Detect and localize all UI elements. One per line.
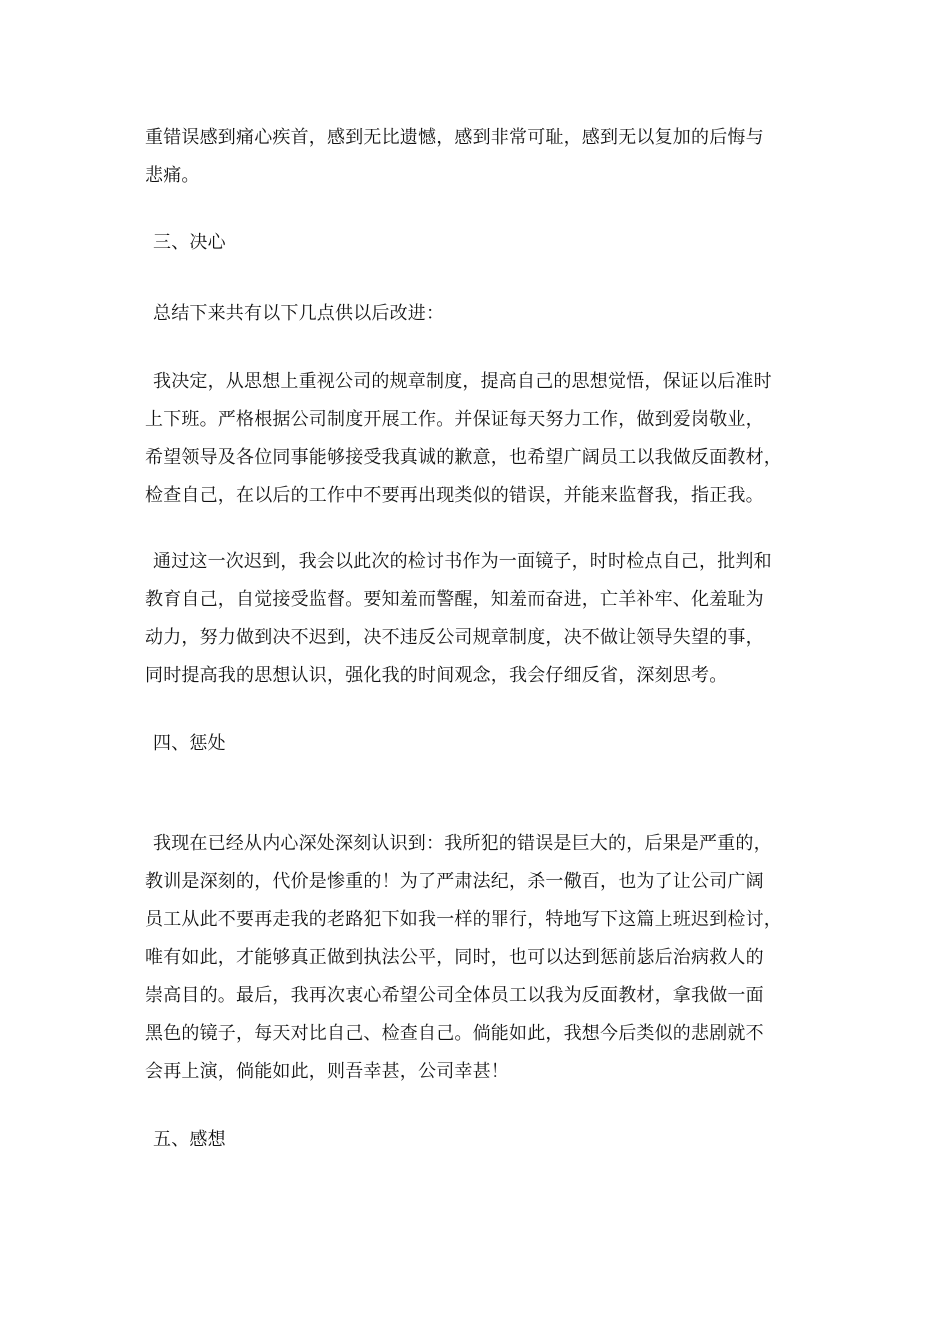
paragraph-5-line-7: 会再上演，倘能如此，则吾幸甚，公司幸甚！ — [145, 1061, 509, 1082]
paragraph-2-line-1: 总结下来共有以下几点供以后改进： — [153, 303, 445, 324]
paragraph-3-line-4: 检查自己，在以后的工作中不要再出现类似的错误，并能来监督我，指正我。 — [145, 485, 764, 506]
paragraph-3-line-2: 上下班。严格根据公司制度开展工作。并保证每天努力工作，做到爱岗敬业， — [145, 409, 764, 430]
paragraph-5-line-6: 黑色的镜子，每天对比自己、检查自己。倘能如此，我想今后类似的悲剧就不 — [145, 1023, 764, 1044]
paragraph-4-line-2: 教育自己，自觉接受监督。要知羞而警醒，知羞而奋进，亡羊补牢、化羞耻为 — [145, 589, 764, 610]
section-heading-five: 五、感想 — [153, 1129, 226, 1150]
paragraph-5-line-2: 教训是深刻的，代价是惨重的！为了严肃法纪，杀一儆百，也为了让公司广阔 — [145, 871, 764, 892]
paragraph-3-line-3: 希望领导及各位同事能够接受我真诚的歉意，也希望广阔员工以我做反面教材， — [145, 447, 782, 468]
paragraph-4-line-1: 通过这一次迟到，我会以此次的检讨书作为一面镜子，时时检点自己，批判和 — [153, 551, 772, 572]
paragraph-1-line-1: 重错误感到痛心疾首，感到无比遗憾，感到非常可耻，感到无以复加的后悔与 — [145, 127, 764, 148]
paragraph-1-line-2: 悲痛。 — [145, 165, 200, 186]
paragraph-3-line-1: 我决定，从思想上重视公司的规章制度，提高自己的思想觉悟，保证以后准时 — [153, 371, 772, 392]
paragraph-5-line-4: 唯有如此，才能够真正做到执法公平，同时，也可以达到惩前毖后治病救人的 — [145, 947, 764, 968]
paragraph-5-line-1: 我现在已经从内心深处深刻认识到：我所犯的错误是巨大的，后果是严重的， — [153, 833, 772, 854]
paragraph-4-line-4: 同时提高我的思想认识，强化我的时间观念，我会仔细反省，深刻思考。 — [145, 665, 728, 686]
paragraph-5-line-5: 崇高目的。最后，我再次衷心希望公司全体员工以我为反面教材，拿我做一面 — [145, 985, 764, 1006]
paragraph-4-line-3: 动力，努力做到决不迟到，决不违反公司规章制度，决不做让领导失望的事， — [145, 627, 764, 648]
paragraph-5-line-3: 员工从此不要再走我的老路犯下如我一样的罪行，特地写下这篇上班迟到检讨， — [145, 909, 782, 930]
section-heading-three: 三、决心 — [153, 232, 226, 253]
section-heading-four: 四、惩处 — [153, 733, 226, 754]
